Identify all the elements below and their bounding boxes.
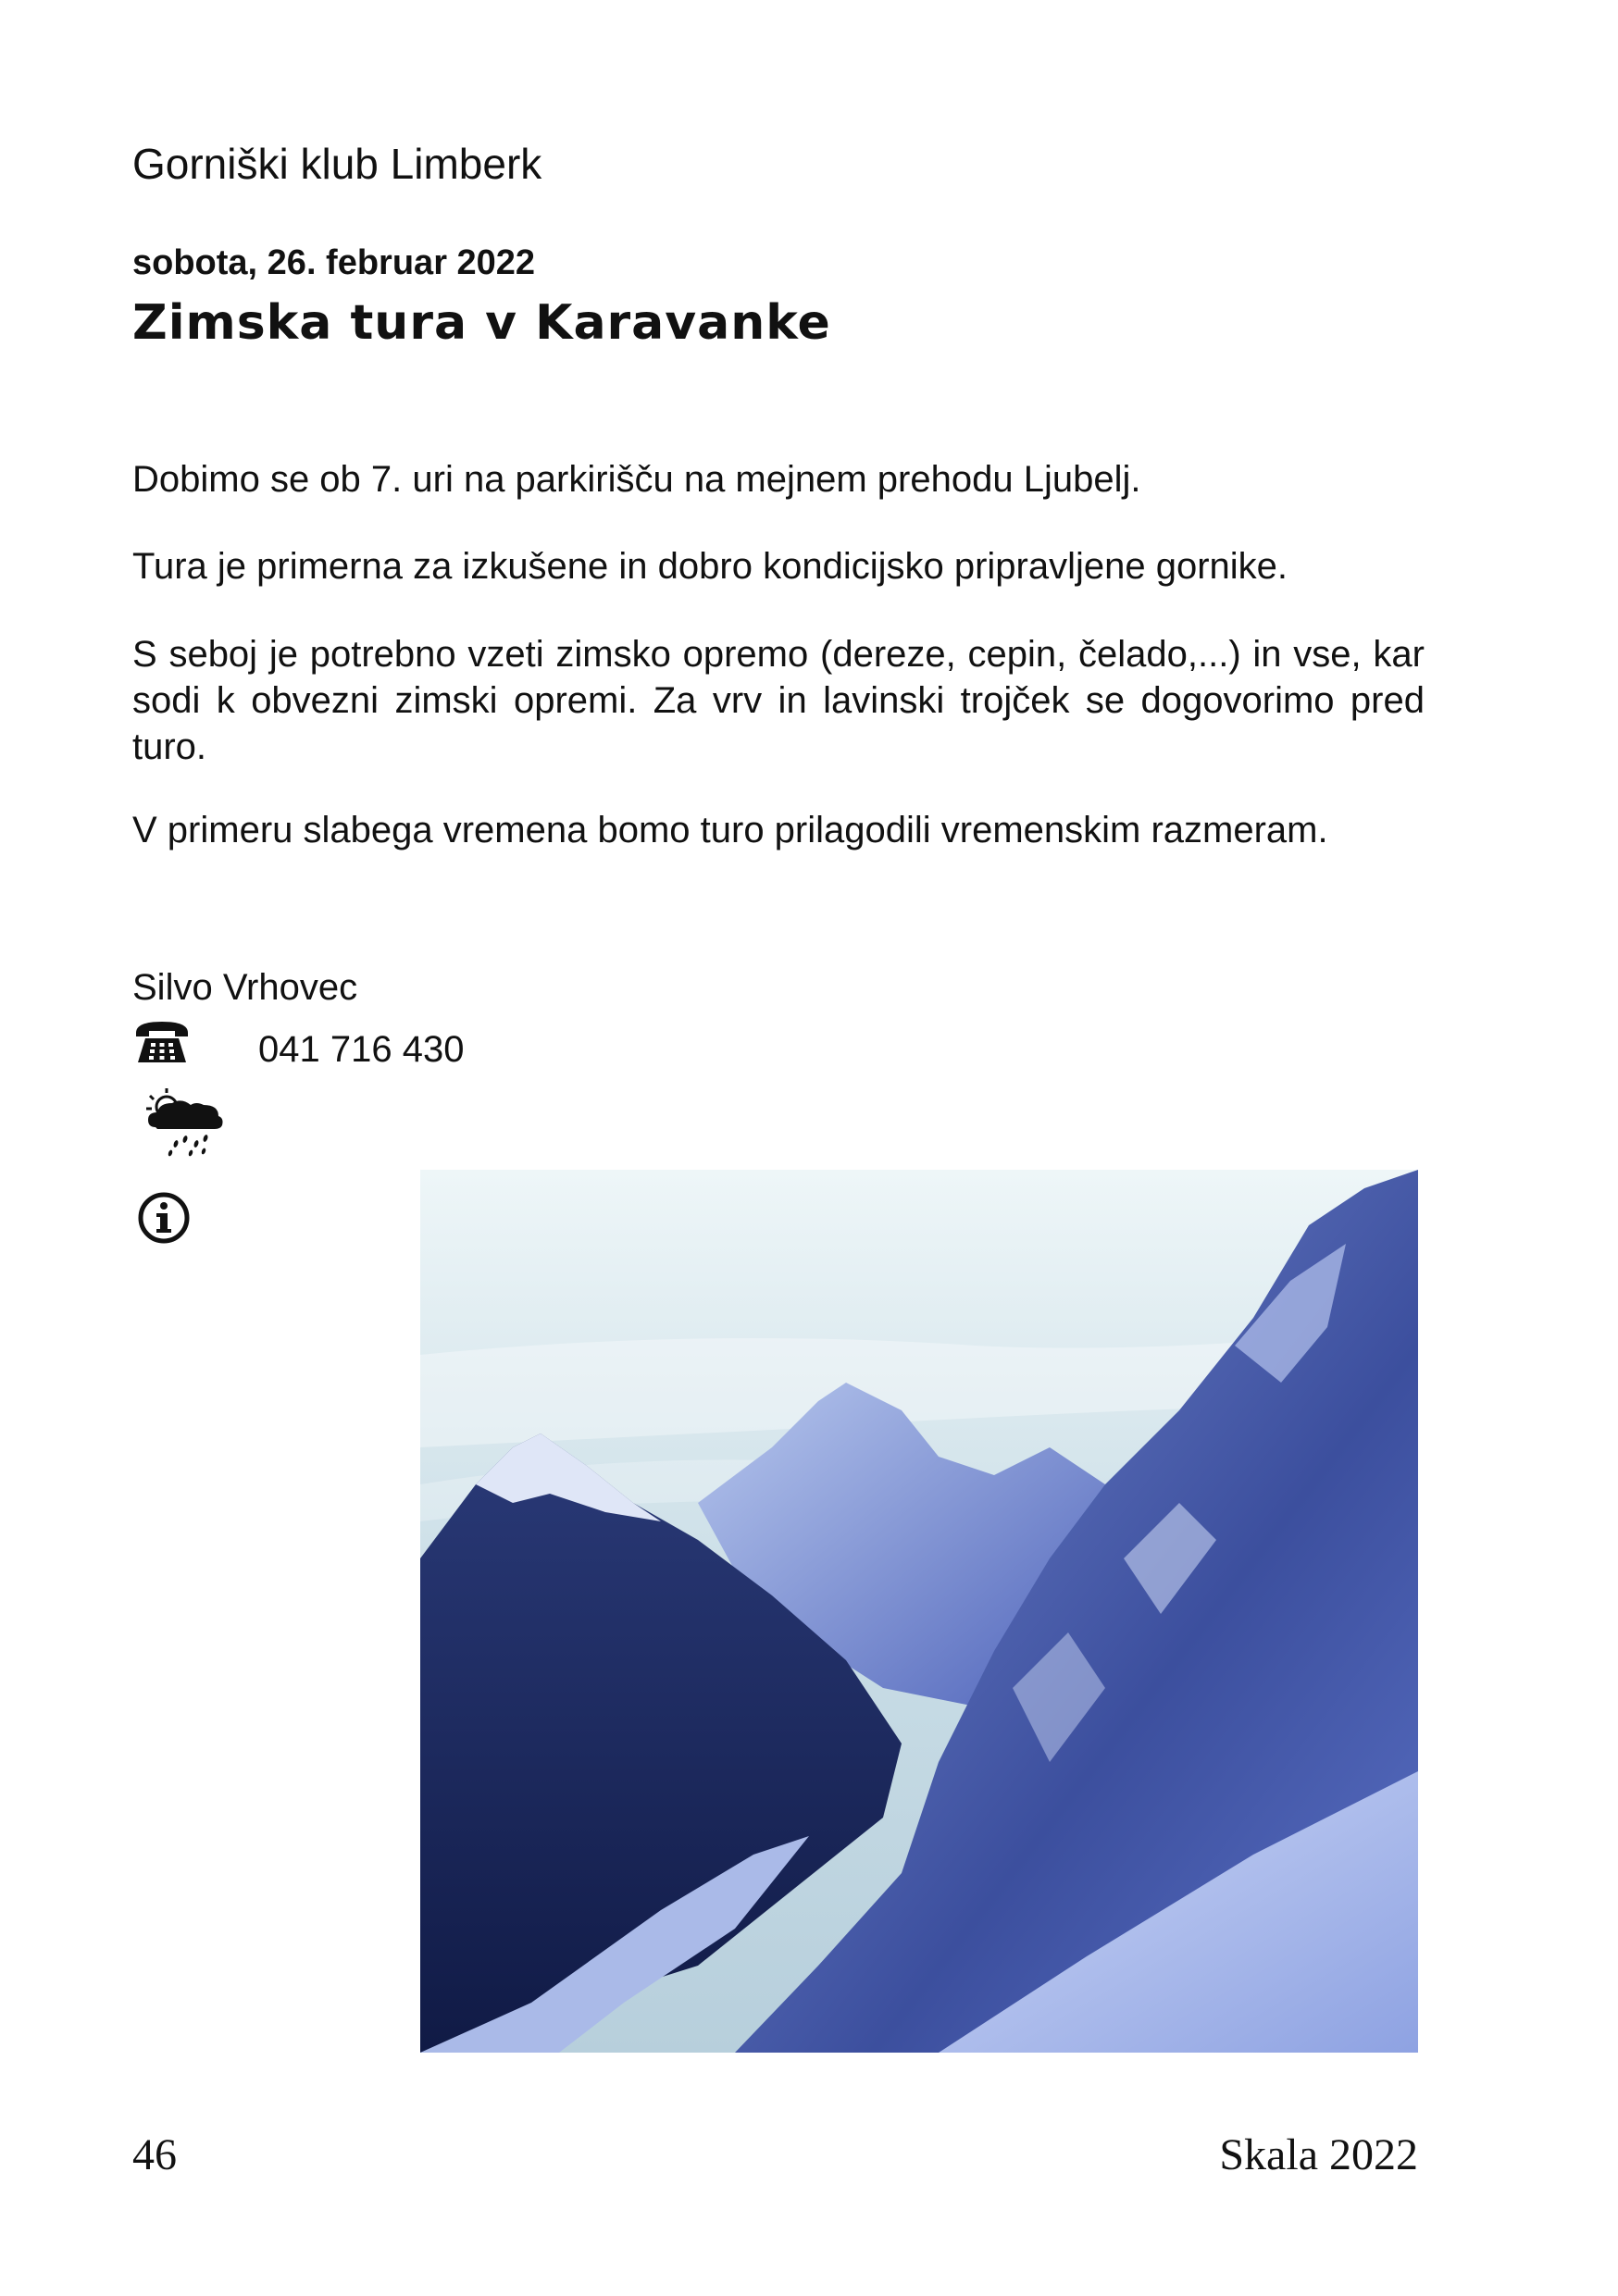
club-name: Gorniški klub Limberk [132, 140, 542, 188]
contact-name: Silvo Vrhovec [132, 967, 358, 1008]
phone-number: 041 716 430 [258, 1029, 465, 1070]
telephone-icon [132, 1016, 192, 1068]
paragraph-meeting-point: Dobimo se ob 7. uri na parkirišču na mejnem prehodu Ljubelj. [132, 459, 1141, 500]
paragraph-difficulty: Tura je primerna za izkušene in dobro kondicijsko pripravljene gornike. [132, 546, 1288, 587]
paragraph-equipment: S seboj je potrebno vzeti zimsko opremo (dereze, cepin, čelado,...) in vse, kar sodi k obvezni zimski opremi. Za vrv in lavinski trojček se dogovorimo pred turo. [132, 634, 1425, 767]
event-title: Zimska tura v Karavanke [132, 295, 831, 351]
mountain-photo [420, 1170, 1418, 2053]
page-number: 46 [132, 2130, 177, 2179]
event-date: sobota, 26. februar 2022 [132, 243, 536, 282]
publication-name: Skala 2022 [1219, 2130, 1418, 2179]
info-icon [137, 1191, 191, 1245]
paragraph-weather-note: V primeru slabega vremena bomo turo prilagodili vremenskim razmeram. [132, 810, 1328, 850]
weather-cloud-rain-icon [139, 1085, 231, 1159]
